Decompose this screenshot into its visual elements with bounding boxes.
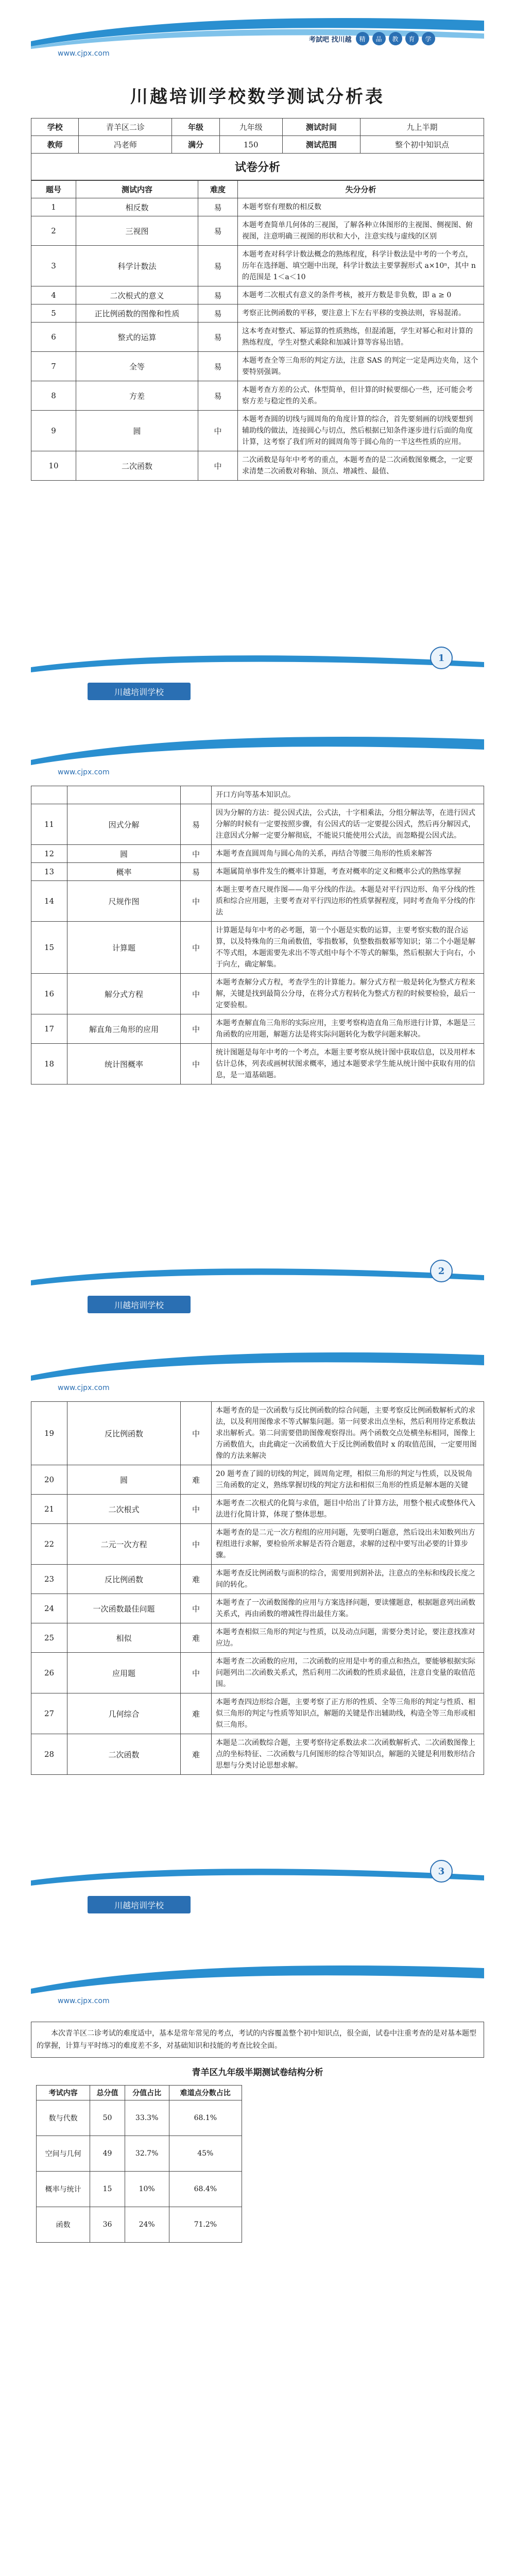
site-url[interactable]: www.cjpx.com [58, 1997, 110, 2005]
difficulty: 中 [181, 845, 212, 863]
col-header: 分值占比 [125, 2086, 169, 2100]
table-row [31, 216, 484, 246]
loss-analysis: 计算题是每年中考的必考题，第一个小题是实数的运算，主要考察实数的混合运算，以及特殊角的三角函数值，零指数幂，负整数指数幂等知识；第二个小题是解不等式组，本题需要先求出不等式组中每个不等式的解集，然后根据大于向右，小于向左，确定解集。 [212, 922, 484, 974]
site-url[interactable]: www.cjpx.com [58, 49, 110, 58]
table-row [31, 1495, 484, 1524]
loss-analysis: 本题考查四边形综合题，主要考察了正方形的性质、全等三角形的判定与性质、相似三角形的判定与性质等知识点，解题的关键是作出辅助线，构造全等三角形或相似三角形。 [212, 1693, 484, 1734]
loss-analysis: 本题考查了一次函数图像的应用与方案选择问题，要读懂题意，根据题意列出函数关系式，再由函数的增减性得出最佳方案。 [212, 1594, 484, 1623]
difficulty: 中 [181, 1495, 212, 1524]
page-footer [0, 1850, 515, 1927]
table-cell: 68.1% [169, 2100, 242, 2136]
test-content: 解直角三角形的应用 [67, 1014, 181, 1044]
difficulty: 易 [198, 304, 238, 323]
table-row [31, 1623, 484, 1653]
summary-paragraph: 本次青羊区二诊考试的难度适中，基本是常年常见的考点，考试的内容覆盖整个初中知识点，很全面，试卷中注重考查的是对基本题型的掌握，计算与平时练习的难度差不多，对基础知识和技能的考查比较全面。 [31, 2022, 484, 2058]
question-number: 15 [31, 922, 67, 974]
page-number: 1 [430, 647, 453, 669]
question-number: 24 [31, 1594, 67, 1623]
table-row [31, 246, 484, 286]
test-content: 相似 [67, 1623, 181, 1653]
page-4 [0, 1947, 515, 2243]
col-header: 失分分析 [238, 181, 484, 198]
table-row [31, 1734, 484, 1775]
loss-analysis: 本题是二次函数综合题，主要考察待定系数法求二次函数解析式、二次函数图像上点的坐标特征、二次函数与几何图形的综合等知识点，解题的关键是利用数形结合思想与分类讨论思想求解。 [212, 1734, 484, 1775]
chip: 教 [389, 32, 402, 45]
label-grade: 年级 [172, 118, 219, 136]
loss-analysis: 本题考查的是二元一次方程组的应用问题，先要明白题意，然后设出未知数列出方程组进行求解，要检验所求解是否符合题意，求解的过程中要写出必要的计算步骤。 [212, 1524, 484, 1565]
table-row [31, 1524, 484, 1565]
test-content: 统计图概率 [67, 1044, 181, 1084]
value-grade: 九年级 [219, 118, 282, 136]
header-swoosh [31, 729, 484, 770]
difficulty: 中 [198, 411, 238, 451]
table-row [31, 863, 484, 881]
label-teacher: 教师 [31, 136, 79, 154]
loss-analysis: 本题考查圆的切线与圆周角的角度计算的综合，首先要刻画的切线要想到辅助线的做法，连接圆心与切点，然后根据已知条件逐步进行后面的角度计算，这考察了我们所对的圆周角等于圆心角的一半这些性质的应用。 [238, 411, 484, 451]
difficulty: 中 [181, 1653, 212, 1693]
question-number: 22 [31, 1524, 67, 1565]
question-number: 3 [31, 246, 76, 286]
question-number: 8 [31, 381, 76, 411]
loss-analysis: 本题考察有理数的相反数 [238, 198, 484, 216]
page-3 [0, 1334, 515, 1910]
loss-analysis: 本题考查简单几何体的三视图，了解各种立体图形的主视图、侧视图、俯视图，注意明确三视图的形状和大小，注意实线与虚线的区别 [238, 216, 484, 246]
table-row [31, 1693, 484, 1734]
table-row [31, 323, 484, 352]
test-content: 二元一次方程 [67, 1524, 181, 1565]
value-teacher: 冯老师 [79, 136, 172, 154]
loss-analysis: 本题主要考查尺规作图——角平分线的作法。本题是对平行四边形、角平分线的性质和综合应用题，主要考查对平行四边形的性质掌握程度，同时考查角平分线的作法 [212, 881, 484, 922]
col-header: 题号 [31, 181, 76, 198]
footer-badge: 川越培训学校 [88, 1896, 191, 1913]
test-content: 圆 [67, 845, 181, 863]
table-row [31, 922, 484, 974]
difficulty: 难 [181, 1693, 212, 1734]
question-number: 2 [31, 216, 76, 246]
test-content: 圆 [67, 1465, 181, 1495]
col-header: 难道点分数占比 [169, 2086, 242, 2100]
question-number: 21 [31, 1495, 67, 1524]
label-school: 学校 [31, 118, 79, 136]
difficulty: 易 [181, 804, 212, 845]
question-number: 11 [31, 804, 67, 845]
chip: 品 [372, 32, 386, 45]
question-number: 1 [31, 198, 76, 216]
page-header [0, 719, 515, 786]
value-scope: 整个初中知识点 [360, 136, 484, 154]
page-2 [0, 719, 515, 1310]
footer-wave [31, 1860, 484, 1891]
table-row [37, 2172, 242, 2207]
label-score: 满分 [172, 136, 219, 154]
page-number: 2 [430, 1260, 453, 1282]
table-cell: 49 [90, 2136, 125, 2172]
loss-analysis: 本题考查全等三角形的判定方法，注意 SAS 的判定一定是两边夹角，这个要特别强调。 [238, 352, 484, 381]
table-cell: 函数 [37, 2207, 90, 2243]
table-row [37, 2100, 242, 2136]
table-row [31, 845, 484, 863]
difficulty: 难 [181, 1734, 212, 1775]
loss-analysis: 本题考查二次函数的应用，二次函数的应用是中考的重点和热点，要能够根据实际问题列出二次函数关系式，然后利用二次函数的性质求最值，注意自变量的取值范围。 [212, 1653, 484, 1693]
difficulty: 易 [198, 246, 238, 286]
loss-analysis: 本题考查直圆周角与圆心角的关系，再结合等腰三角形的性质来解答 [212, 845, 484, 863]
question-number: 5 [31, 304, 76, 323]
page-1 [0, 0, 515, 697]
table-cell: 45% [169, 2136, 242, 2172]
loss-analysis: 本题考查方差的公式、体型简单，但计算的时候要细心一些，还可能会考察方差与稳定性的关系。 [238, 381, 484, 411]
table-row [31, 381, 484, 411]
test-content: 尺规作图 [67, 881, 181, 922]
test-content: 一次函数最佳问题 [67, 1594, 181, 1623]
difficulty: 易 [198, 216, 238, 246]
structure-table-title: 青羊区九年级半期测试卷结构分析 [192, 2067, 323, 2078]
loss-analysis: 本题考查对科学计数法概念的熟练程度，科学计数法是中考的一个考点，历年在选择题、填空题中出现，科学计数法主要掌握形式 a×10ⁿ，其中 n 的范围是 1＜a＜10 [238, 246, 484, 286]
brand-bar [309, 31, 435, 46]
col-header: 难度 [198, 181, 238, 198]
table-row [31, 804, 484, 845]
table-cell: 10% [125, 2172, 169, 2207]
table-cell: 15 [90, 2172, 125, 2207]
loss-analysis: 本题考查相似三角形的判定与性质，以及动点问题，需要分类讨论，要注意找准对应边。 [212, 1623, 484, 1653]
test-content: 因式分解 [67, 804, 181, 845]
label-test-time: 测试时间 [282, 118, 360, 136]
difficulty: 易 [198, 352, 238, 381]
test-content: 几何综合 [67, 1693, 181, 1734]
value-score: 150 [219, 136, 282, 154]
question-number: 10 [31, 451, 76, 481]
question-number: 17 [31, 1014, 67, 1044]
meta-table [31, 118, 484, 180]
analysis-table [31, 786, 484, 1084]
table-row [31, 974, 484, 1014]
difficulty: 易 [198, 286, 238, 304]
loss-analysis: 本题考查的是一次函数与反比例函数的综合问题，主要考察反比例函数解析式的求法，以及利用图像求不等式解集问题。第一问要求出点坐标，然后利用待定系数法求出解析式。第二问需要借助图像观察得出。两个函数交点处横坐标相同，图像上方函数值大，由此确定一次函数值大于反比例函数值时 x 的取值范围，一定要用图像的方法来解决 [212, 1402, 484, 1465]
table-row [31, 198, 484, 216]
question-number: 4 [31, 286, 76, 304]
loss-analysis: 本题考查二次根式的化简与求值，题目中给出了计算方法，用整个根式或整体代入法进行化简计算，体现了整体思想。 [212, 1495, 484, 1524]
footer-badge: 川越培训学校 [88, 683, 191, 700]
difficulty: 易 [198, 198, 238, 216]
loss-analysis: 本题考查解直角三角形的实际应用，主要考察构造直角三角形进行计算，本题是三角函数的应用题，解题方法是将实际问题转化为数学问题来解决。 [212, 1014, 484, 1044]
test-content: 圆 [76, 411, 198, 451]
test-content: 反比例函数 [67, 1402, 181, 1465]
difficulty: 难 [181, 1465, 212, 1495]
table-row [31, 1402, 484, 1465]
difficulty: 中 [198, 451, 238, 481]
table-row [31, 352, 484, 381]
brand-chips [356, 32, 435, 45]
table-row [31, 1653, 484, 1693]
test-content: 二次函数 [67, 1734, 181, 1775]
loss-analysis: 本题考查反比例函数与面积的综合，需要用到割补法，注意点的坐标和线段长度之间的转化。 [212, 1565, 484, 1594]
table-row [31, 881, 484, 922]
label-scope: 测试范围 [282, 136, 360, 154]
footer-wave [31, 647, 484, 677]
header-swoosh [31, 1958, 484, 1999]
table-row [31, 1594, 484, 1623]
difficulty: 中 [181, 1524, 212, 1565]
question-number: 7 [31, 352, 76, 381]
question-number: 19 [31, 1402, 67, 1465]
difficulty: 易 [181, 863, 212, 881]
col-header: 测试内容 [76, 181, 198, 198]
value-test-time: 九上半期 [360, 118, 484, 136]
meta-row [31, 136, 484, 154]
loss-analysis: 因为分解的方法：提公因式法，公式法，十字相乘法，分组分解法等，在进行因式分解的时候有一定要按照步骤，有公因式的话一定要提公因式，然后再分解因式，注意因式分解一定要分解彻底，不能说只能使用公式法，而忽略提公因式法。 [212, 804, 484, 845]
difficulty: 中 [181, 881, 212, 922]
page-number: 3 [430, 1860, 453, 1883]
question-number: 25 [31, 1623, 67, 1653]
test-content: 反比例函数 [67, 1565, 181, 1594]
table-row [31, 786, 484, 804]
site-url[interactable]: www.cjpx.com [58, 768, 110, 776]
document-title: 川越培训学校数学测试分析表 [130, 87, 385, 107]
difficulty: 中 [181, 1402, 212, 1465]
loss-analysis: 考察正比例函数的平移，要注意上下左右平移的变换法则，容易混淆。 [238, 304, 484, 323]
col-header: 总分值 [90, 2086, 125, 2100]
test-content: 计算题 [67, 922, 181, 974]
loss-analysis: 二次函数是每年中考考的重点，本题考查的是二次函数图象概念，一定要求清楚二次函数对称轴、顶点、增减性、最值、 [238, 451, 484, 481]
test-content: 相反数 [76, 198, 198, 216]
page-footer [0, 1249, 515, 1327]
analysis-table [31, 1401, 484, 1775]
question-number: 27 [31, 1693, 67, 1734]
question-number: 26 [31, 1653, 67, 1693]
question-number: 28 [31, 1734, 67, 1775]
test-content: 解分式方程 [67, 974, 181, 1014]
difficulty: 中 [181, 1044, 212, 1084]
loss-analysis: 20 题考查了圆的切线的判定，圆周角定理，相似三角形的判定与性质，以及锐角三角函数的定义，熟练掌握切线的判定方法和相似三角形的性质是解本题的关键 [212, 1465, 484, 1495]
analysis-table [31, 180, 484, 481]
site-url[interactable]: www.cjpx.com [58, 1384, 110, 1392]
question-number: 12 [31, 845, 67, 863]
difficulty: 中 [181, 922, 212, 974]
difficulty [181, 786, 212, 804]
test-content: 三视图 [76, 216, 198, 246]
test-content: 二次函数 [76, 451, 198, 481]
test-content: 整式的运算 [76, 323, 198, 352]
loss-analysis: 这本考查对整式、幂运算的性质熟练，但混淆题，学生对幂心和对计算的熟练程度，学生对整式乘除和加减计算等容易出错。 [238, 323, 484, 352]
test-content: 正比例函数的图像和性质 [76, 304, 198, 323]
table-cell: 空间与几何 [37, 2136, 90, 2172]
table-row [31, 304, 484, 323]
question-number: 9 [31, 411, 76, 451]
test-content [67, 786, 181, 804]
page-footer [0, 636, 515, 714]
difficulty: 难 [181, 1565, 212, 1594]
meta-row [31, 118, 484, 136]
question-number: 16 [31, 974, 67, 1014]
table-row [31, 451, 484, 481]
table-cell: 68.4% [169, 2172, 242, 2207]
table-row [31, 1465, 484, 1495]
table-cell: 36 [90, 2207, 125, 2243]
page-header [0, 1334, 515, 1401]
table-row [31, 286, 484, 304]
table-cell: 33.3% [125, 2100, 169, 2136]
chip: 育 [405, 32, 419, 45]
test-content: 概率 [67, 863, 181, 881]
question-number [31, 786, 67, 804]
table-cell: 24% [125, 2207, 169, 2243]
loss-analysis: 开口方向等基本知识点。 [212, 786, 484, 804]
test-content: 科学计数法 [76, 246, 198, 286]
value-school: 青羊区二诊 [79, 118, 172, 136]
footer-badge: 川越培训学校 [88, 1296, 191, 1313]
page-header [0, 0, 515, 67]
loss-analysis: 统计图题是每年中考的一个考点，本题主要考察从统计图中获取信息，以及用样本估计总体，列表或画树状图求概率，通过本题要求学生能从统计图中获取有用的信息，是一道基础题。 [212, 1044, 484, 1084]
table-cell: 概率与统计 [37, 2172, 90, 2207]
table-row [31, 1044, 484, 1084]
table-row [37, 2136, 242, 2172]
chip: 精 [356, 32, 369, 45]
test-content: 方差 [76, 381, 198, 411]
test-content: 全等 [76, 352, 198, 381]
question-number: 20 [31, 1465, 67, 1495]
col-header: 考试内容 [37, 2086, 90, 2100]
difficulty: 易 [198, 381, 238, 411]
test-content: 应用题 [67, 1653, 181, 1693]
table-row [37, 2207, 242, 2243]
header-swoosh [31, 1345, 484, 1386]
difficulty: 中 [181, 1014, 212, 1044]
structure-table [36, 2085, 242, 2243]
table-row [31, 1565, 484, 1594]
chip: 学 [422, 32, 435, 45]
difficulty: 易 [198, 323, 238, 352]
table-cell: 32.7% [125, 2136, 169, 2172]
difficulty: 难 [181, 1623, 212, 1653]
question-number: 6 [31, 323, 76, 352]
difficulty: 中 [181, 974, 212, 1014]
table-row [31, 411, 484, 451]
question-number: 23 [31, 1565, 67, 1594]
test-content: 二次根式的意义 [76, 286, 198, 304]
test-content: 二次根式 [67, 1495, 181, 1524]
analysis-title: 试卷分析 [31, 154, 484, 180]
table-cell: 71.2% [169, 2207, 242, 2243]
loss-analysis: 本题考查解分式方程，考查学生的计算能力。解分式方程一般是转化为整式方程来解，关键是找到最简公分母，在将分式方程转化为整式方程的时候要检验，最后一定要验根。 [212, 974, 484, 1014]
table-row [31, 1014, 484, 1044]
question-number: 13 [31, 863, 67, 881]
footer-wave [31, 1260, 484, 1291]
brand-name: 考試吧 找川越 [309, 36, 352, 44]
question-number: 14 [31, 881, 67, 922]
table-cell: 数与代数 [37, 2100, 90, 2136]
loss-analysis: 本题考二次根式有意义的条件考核，被开方数是非负数，即 a ≥ 0 [238, 286, 484, 304]
table-cell: 50 [90, 2100, 125, 2136]
difficulty: 中 [181, 1594, 212, 1623]
page-header [0, 1947, 515, 2014]
loss-analysis: 本题属简单事件发生的概率计算题，考查对概率的定义和概率公式的熟练掌握 [212, 863, 484, 881]
question-number: 18 [31, 1044, 67, 1084]
